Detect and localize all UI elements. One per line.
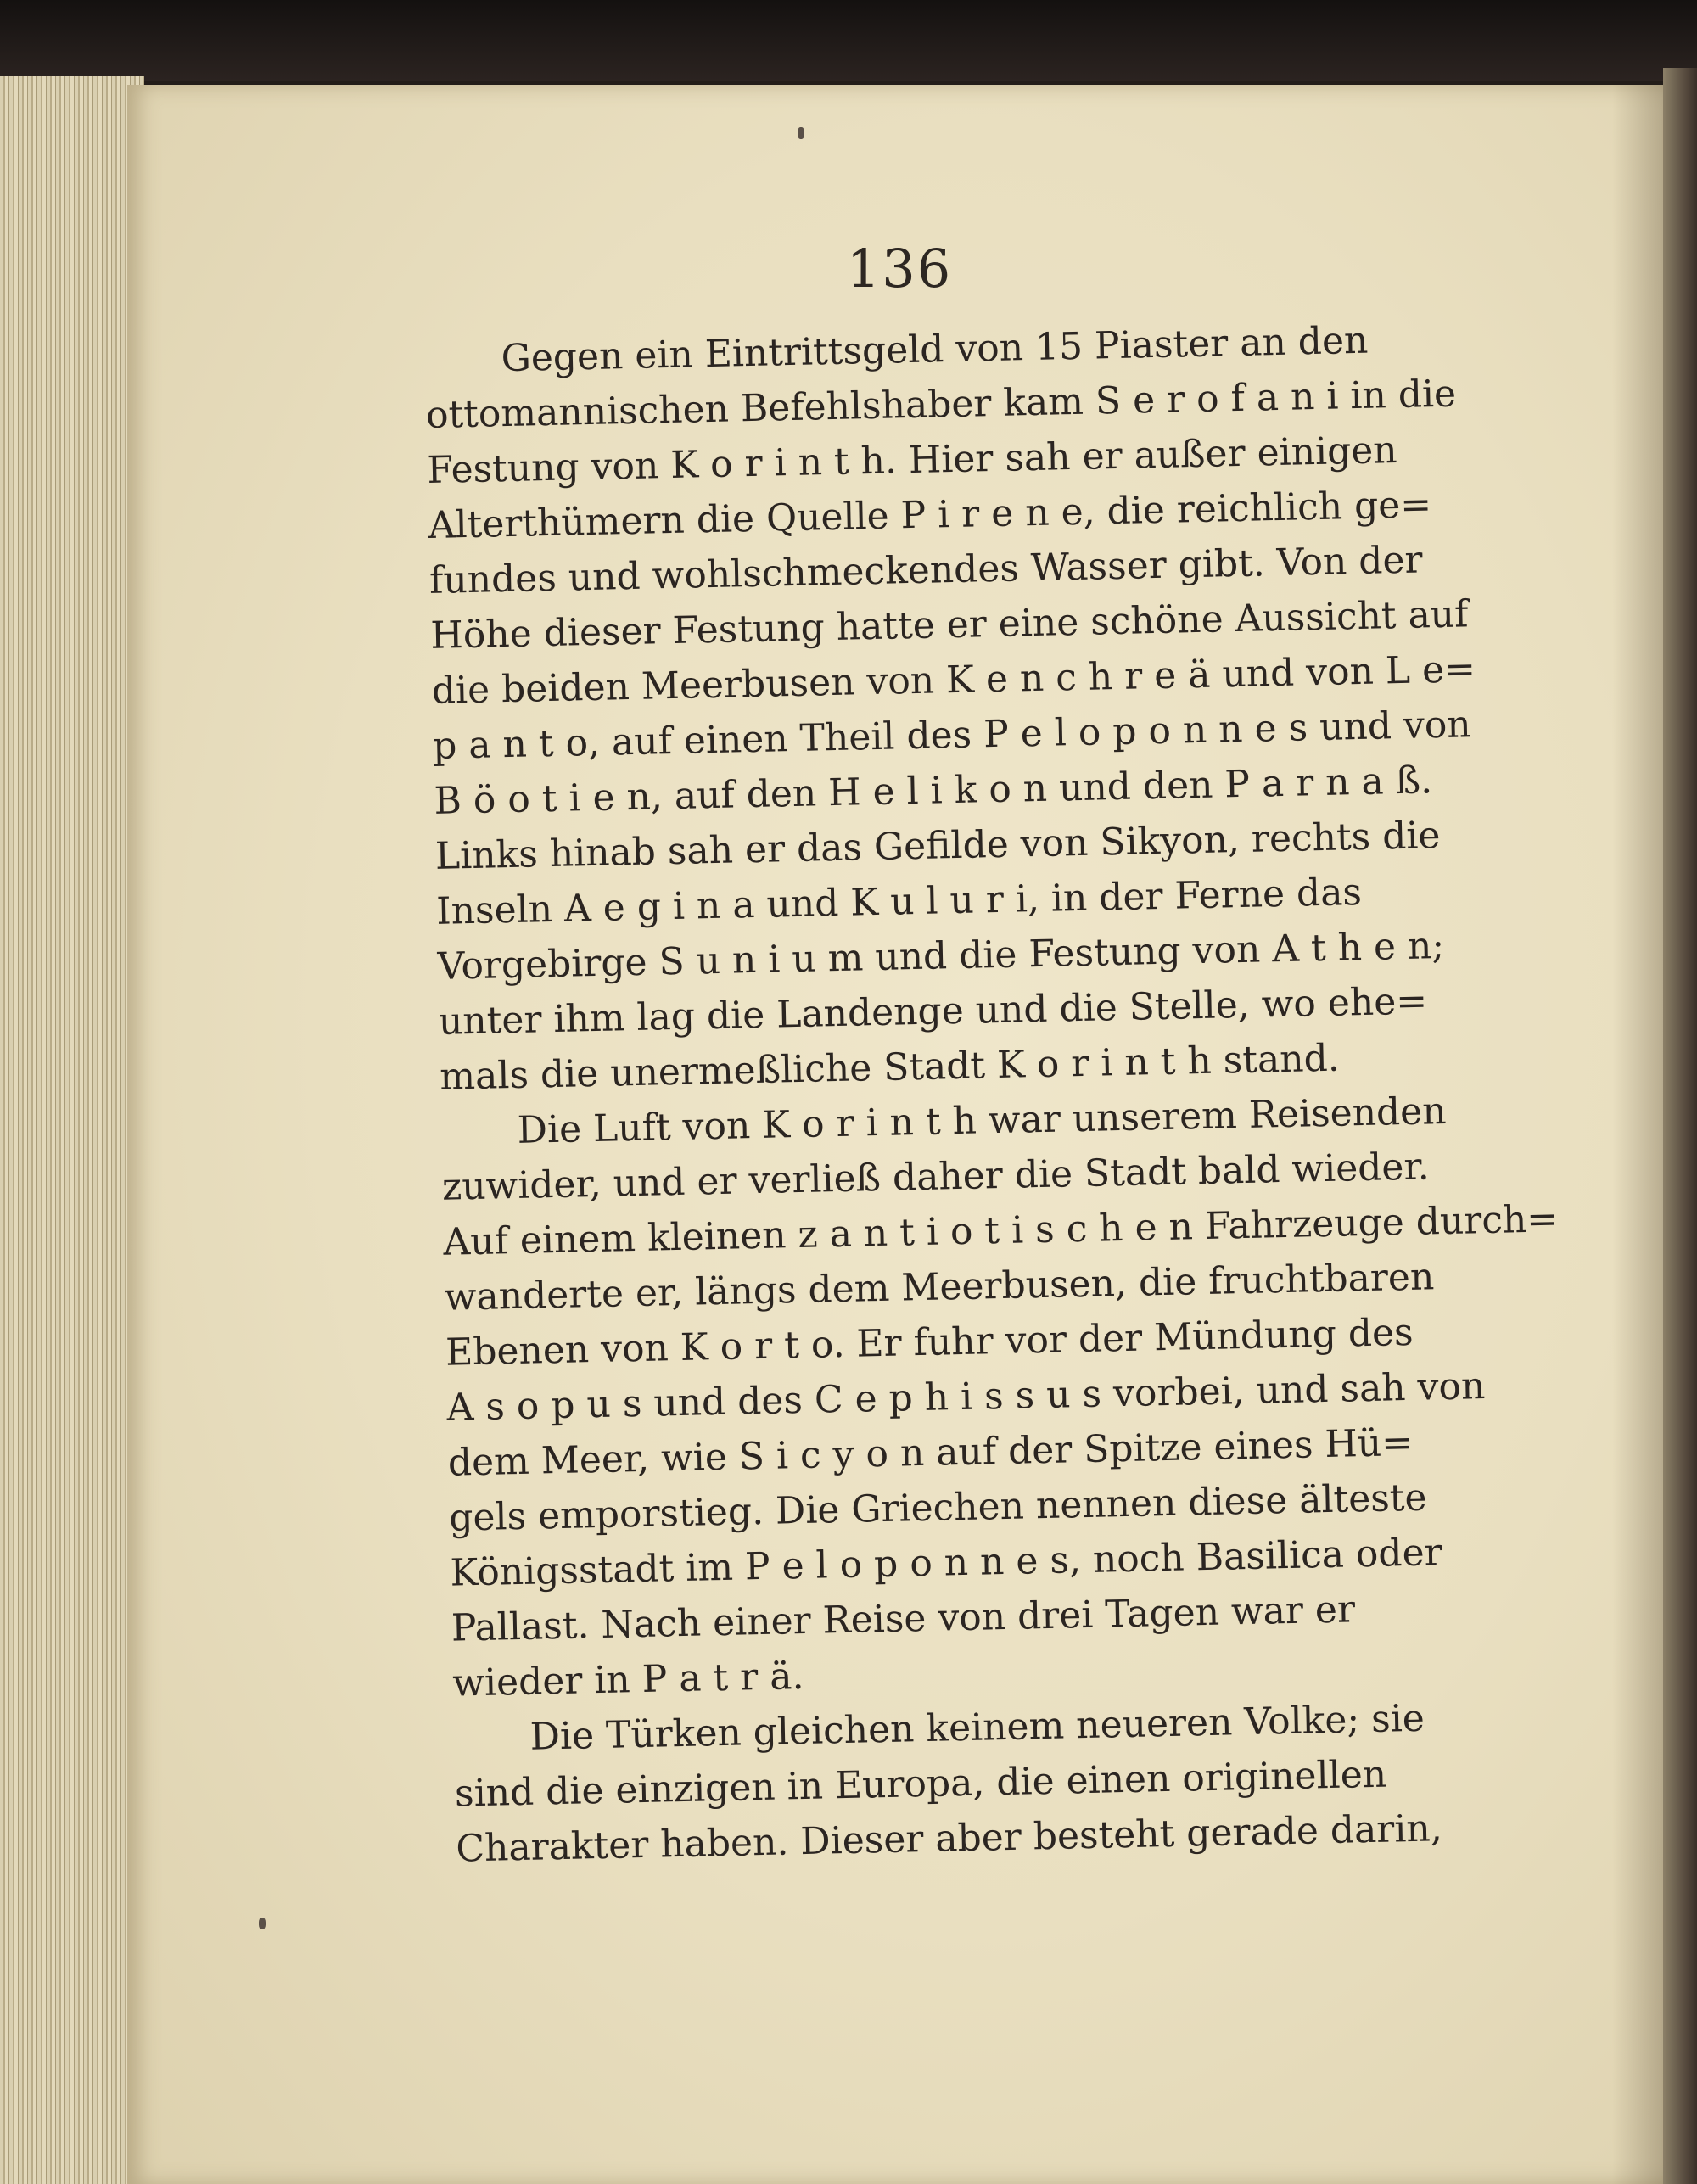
text-line: Vorgebirge S u n i u m und die Festung von A t h e n; (437, 923, 1445, 988)
text-line: gels emporstieg. Die Griechen nennen diese älteste (448, 1476, 1428, 1540)
text-line: Pallast. Nach einer Reise von drei Tagen war er (451, 1588, 1356, 1650)
text-line: die beiden Meerbusen von K e n c h r e ä und von L e= (431, 647, 1476, 713)
text-line: Die Luft von K o r i n t h war unserem Reisenden (517, 1089, 1448, 1152)
text-line: unter ihm lag die Landenge und die Stelle, wo ehe= (438, 979, 1428, 1044)
page-stack-edges (0, 76, 144, 2184)
text-line: Höhe dieser Festung hatte er eine schöne Aussicht auf (429, 592, 1469, 658)
page-number: 136 (846, 238, 953, 300)
text-line: Links hinab sah er das Gefilde von Sikyon, rechts die (434, 814, 1441, 878)
text-line: wanderte er, längs dem Meerbusen, die fruchtbaren (444, 1255, 1435, 1319)
text-line: Inseln A e g i n a und K u l u r i, in der Ferne das (435, 871, 1363, 933)
text-line: zuwider, und er verließ daher die Stadt bald wieder. (441, 1145, 1431, 1209)
text-line: Alterthümern die Quelle P i r e n e, die reichlich ge= (428, 483, 1432, 547)
text-line: p a n t o, auf einen Theil des P e l o p o n n e s und von (432, 703, 1472, 768)
text-line: mals die unermeßliche Stadt K o r i n t h stand. (439, 1036, 1341, 1099)
text-line: fundes und wohlschmeckendes Wasser gibt. Von der (428, 538, 1424, 602)
ink-speck (798, 127, 804, 139)
text-line: Auf einem kleinen z a n t i o t i s c h e n Fahrzeuge durch= (442, 1197, 1559, 1264)
text-line: Gegen ein Eintrittsgeld von 15 Piaster an den (501, 318, 1369, 381)
text-line: Charakter haben. Dieser aber besteht gerade darin, (455, 1806, 1443, 1871)
text-line: wieder in P a t r ä. (451, 1654, 804, 1705)
book-page (127, 85, 1672, 2184)
text-line: Ebenen von K o r t o. Er fuhr vor der Mündung des (445, 1310, 1414, 1375)
text-line: sind die einzigen in Europa, die einen originellen (454, 1752, 1387, 1816)
text-line: Festung von K o r i n t h. Hier sah er außer einigen (426, 428, 1398, 492)
text-line: dem Meer, wie S i c y o n auf der Spitze eines Hü= (447, 1420, 1414, 1485)
text-line: Die Türken gleichen keinem neueren Volke; sie (529, 1696, 1425, 1759)
text-line: A s o p u s und des C e p h i s s u s vorbei, und sah von (446, 1364, 1486, 1430)
body-text (424, 309, 1593, 1877)
text-line: ottomannischen Befehlshaber kam S e r o f a n i in die (425, 372, 1457, 437)
book-cover-edge (0, 0, 1697, 81)
text-line: Königsstadt im P e l o p o n n e s, noch Basilica oder (450, 1531, 1443, 1595)
text-line: B ö o t i e n, auf den H e l i k o n und den P a r n a ß. (434, 759, 1433, 823)
page-right-edge (1663, 68, 1697, 2184)
ink-speck (259, 1918, 266, 1929)
